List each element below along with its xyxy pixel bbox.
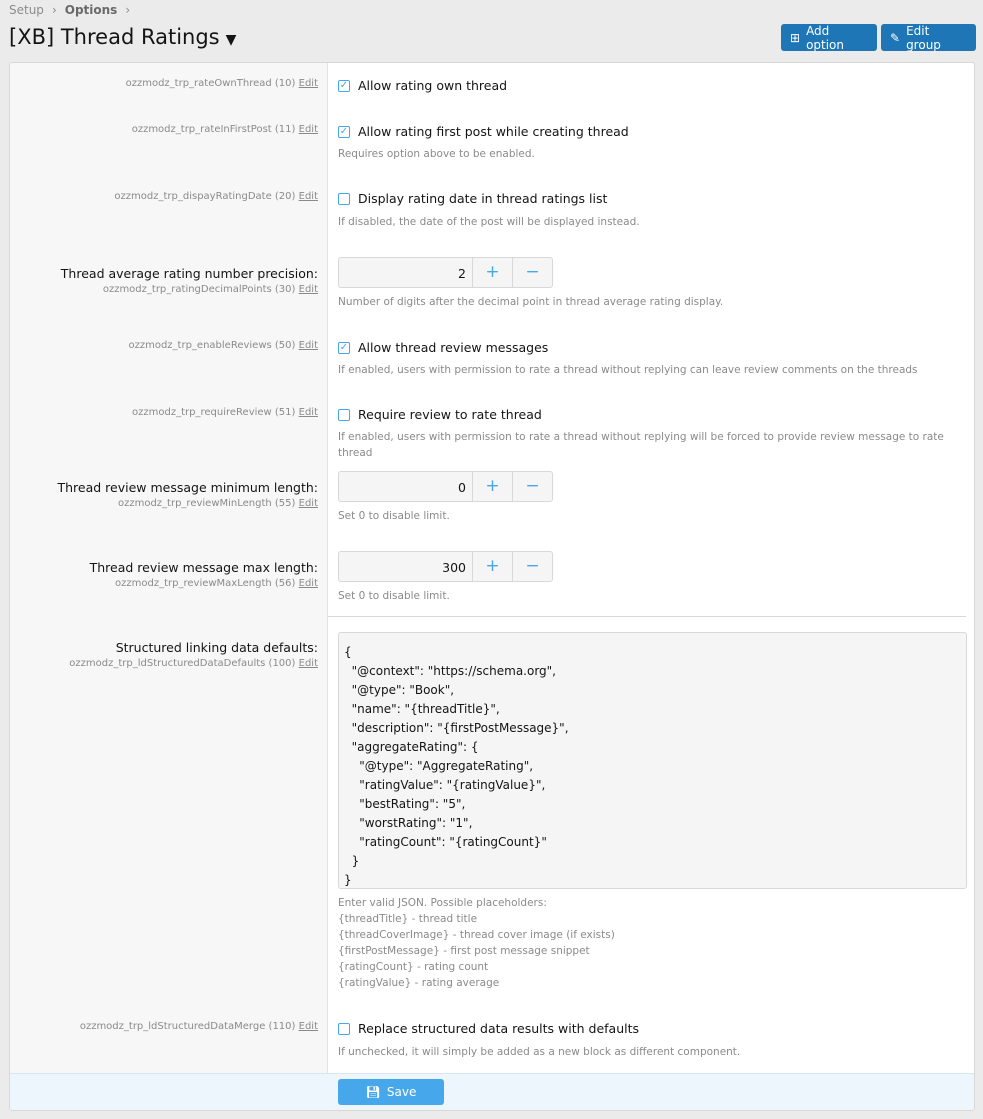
structured-data-textarea[interactable]: { "@context": "https://schema.org", "@type": "Book", "name": "{threadTitle}", "description": "{firstPostMessage}", "aggregateRating": { "@type": "AggregateRating", "ratingValue": "{ratingValue}", "bestRating": "5", "worstRating": "1", "ratingCount": "{ratingCount}" } } [338,632,967,889]
plus-icon[interactable]: + [472,472,512,501]
breadcrumb-options[interactable]: Options [64,3,118,17]
edit-link[interactable]: Edit [298,284,318,295]
edit-icon: ✎ [890,30,901,45]
option-key: ozzmodz_trp_ratingDecimalPoints (30) Edit [102,284,318,295]
page-title[interactable] [9,25,236,49]
edit-group-label: Edit group [906,23,941,52]
option-hint: If disabled, the date of the post will be displayed instead. [338,216,640,228]
save-icon: 💾︎ [365,1085,381,1099]
precision-stepper[interactable] [338,257,553,288]
caret-down-icon: ▼ [225,32,237,48]
edit-link[interactable]: Edit [298,578,318,589]
option-key: ozzmodz_trp_reviewMinLength (55) Edit [117,498,318,509]
checkbox-replace-structured-data[interactable]: Replace structured data results with defaults [338,1021,639,1036]
minus-icon[interactable]: − [512,472,552,501]
add-option-label: Add option [806,23,845,52]
option-hint: If enabled, users with permission to rate a thread without replying can leave review comments on the threads [338,364,918,376]
chevron-right-icon: › [125,3,131,17]
option-label: Thread review message max length: [89,560,318,575]
edit-link[interactable]: Edit [298,1021,318,1032]
max-length-stepper[interactable] [338,551,553,582]
stepper-value[interactable]: 0 [458,480,466,495]
checkbox-enable-reviews[interactable]: ✓ Allow thread review messages [339,340,549,355]
edit-link[interactable]: Edit [298,124,318,135]
option-hint: Set 0 to disable limit. [338,510,450,522]
edit-link[interactable]: Edit [298,191,318,202]
checkbox-unchecked-icon [338,193,350,205]
add-option-button[interactable] [781,24,877,51]
checkbox-require-review[interactable]: Require review to rate thread [338,407,542,422]
form-footer [10,1073,974,1110]
option-key: ozzmodz_trp_enableReviews (50) Edit [128,340,318,351]
option-label: Structured linking data defaults: [115,640,318,655]
plus-icon[interactable]: + [472,552,512,581]
save-button[interactable]: 💾︎ Save [338,1079,444,1105]
option-key: ozzmodz_trp_ldStructuredDataDefaults (100) Edit [69,658,318,669]
option-key: ozzmodz_trp_dispayRatingDate (20) Edit [114,191,318,202]
minus-icon[interactable]: − [512,552,552,581]
checkbox-checked-icon: ✓ [339,125,349,137]
option-key: ozzmodz_trp_rateOwnThread (10) Edit [125,78,318,89]
option-key: ozzmodz_trp_rateInFirstPost (11) Edit [131,124,318,135]
option-hint: Requires option above to be enabled. [338,148,535,160]
option-key: ozzmodz_trp_reviewMaxLength (56) Edit [115,578,318,589]
minus-icon[interactable]: − [512,258,552,287]
option-hint: Set 0 to disable limit. [338,590,450,602]
edit-link[interactable]: Edit [298,340,318,351]
stepper-value[interactable]: 300 [442,560,466,575]
edit-link[interactable]: Edit [298,407,318,418]
option-hint: Number of digits after the decimal point in thread average rating display. [338,296,724,308]
edit-link[interactable]: Edit [298,498,318,509]
divider [328,616,966,617]
edit-link[interactable]: Edit [298,658,318,669]
option-hint: If unchecked, it will simply be added as a new block as different component. [338,1046,741,1058]
checkbox-unchecked-icon [338,1023,350,1035]
checkbox-rate-own-thread[interactable]: ✓ Allow rating own thread [339,78,508,93]
option-key: ozzmodz_trp_requireReview (51) Edit [132,407,318,418]
checkbox-rate-first-post[interactable]: ✓ Allow rating first post while creating thread [339,124,629,139]
breadcrumb-setup[interactable]: Setup [9,3,44,17]
checkbox-display-rating-date[interactable]: Display rating date in thread ratings list [338,191,607,206]
min-length-stepper[interactable] [338,471,553,502]
option-hint: Enter valid JSON. Possible placeholders: {threadTitle} - thread title {threadCoverImage} - thread cover image (if exists) {firstPostMessage} - first post message snippet {ratingCount} - rating count {ratingValue} - rating average [338,897,615,989]
plus-square-icon: ⊞ [790,30,801,45]
plus-icon[interactable]: + [472,258,512,287]
option-label: Thread review message minimum length: [57,480,318,495]
chevron-right-icon: › [51,3,57,17]
checkbox-unchecked-icon [338,409,350,421]
option-hint: If enabled, users with permission to rate a thread without replying will be forced to provide review message to rate thread [338,431,944,459]
stepper-value[interactable]: 2 [458,266,466,281]
edit-link[interactable]: Edit [298,78,318,89]
edit-group-button[interactable] [881,24,976,51]
checkbox-checked-icon: ✓ [339,79,349,91]
page-title-text: [XB] Thread Ratings [9,25,220,49]
checkbox-checked-icon: ✓ [339,341,349,353]
breadcrumb [9,3,138,17]
options-form [9,62,975,1111]
option-label: Thread average rating number precision: [60,266,318,281]
option-key: ozzmodz_trp_ldStructuredDataMerge (110) Edit [79,1021,318,1032]
